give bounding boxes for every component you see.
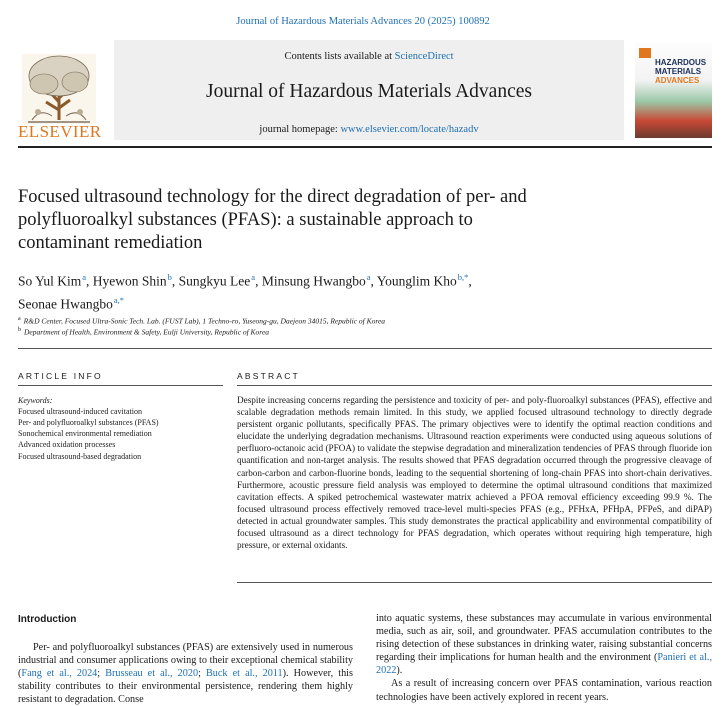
cover-title-line3: ADVANCES	[655, 76, 700, 85]
keyword-item: Sonochemical environmental remediation	[18, 429, 152, 438]
journal-cover-thumbnail[interactable]	[635, 42, 712, 138]
author-list	[18, 268, 618, 313]
cover-logo-mark	[639, 48, 651, 58]
journal-title: Journal of Hazardous Materials Advances	[206, 81, 532, 102]
author-affil-mark[interactable]: a	[82, 272, 87, 282]
affiliation-b	[18, 327, 658, 337]
masthead-box	[114, 40, 624, 140]
citation-separator: ;	[198, 668, 206, 680]
affiliation-mark: a	[18, 316, 21, 322]
citation-separator: ;	[97, 668, 106, 680]
cover-title-line2: MATERIALS	[655, 67, 702, 76]
affiliation-mark: b	[18, 327, 21, 333]
body-column-right	[376, 612, 712, 704]
homepage-prefix: journal homepage:	[259, 124, 341, 135]
journal-masthead	[18, 40, 712, 142]
author[interactable]: Hyewon Shin	[92, 273, 167, 289]
keywords-label: Keywords:	[18, 396, 53, 405]
citation-link[interactable]: Buck et al., 2011	[206, 668, 283, 680]
author-separator: ,	[468, 273, 472, 289]
cover-title-line1: HAZARDOUS	[655, 58, 707, 67]
citation-link[interactable]: Brusseau et al., 2020	[105, 668, 199, 680]
article-title-line1: Focused ultrasound technology for the direct degradation of per- and	[18, 187, 527, 207]
author-separator: ,	[255, 273, 262, 289]
intro-paragraph: As a result of increasing concern over PFAS contamination, various reaction technologies have been actively explored in recent years.	[376, 678, 712, 703]
intro-text: Per- and polyfluoroalkyl substances (PFAS) are extensively used in numerous industrial and consumer applications owing to their exceptional chemical stability (	[18, 642, 353, 680]
abstract-heading: ABSTRACT	[237, 371, 300, 381]
article-title-line3: contaminant remediation	[18, 233, 203, 253]
article-title	[18, 186, 638, 255]
publisher-name: ELSEVIER	[18, 122, 102, 141]
author[interactable]: Minsung Hwangbo	[261, 273, 366, 289]
keyword-item: Focused ultrasound-based degradation	[18, 452, 142, 461]
article-info-heading: ARTICLE INFO	[18, 371, 103, 381]
intro-paragraph	[376, 612, 712, 677]
author-affil-mark[interactable]: b,*	[457, 272, 469, 282]
author[interactable]: Seonae Hwangbo	[18, 296, 113, 311]
author-affil-mark[interactable]: a,*	[113, 294, 125, 305]
masthead-divider	[18, 146, 712, 148]
intro-text: ).	[396, 665, 403, 677]
journal-homepage-link[interactable]: www.elsevier.com/locate/hazadv	[340, 124, 479, 135]
keyword-item: Per- and polyfluoroalkyl substances (PFAS)	[18, 418, 159, 427]
author-affil-mark[interactable]: b	[167, 272, 172, 282]
keyword-item: Advanced oxidation processes	[18, 440, 116, 449]
abstract-rule	[237, 385, 712, 386]
citation-link[interactable]: Fang et al., 2024	[21, 668, 98, 680]
abstract-end-rule	[237, 582, 712, 583]
intro-text: ). However, this stability contributes to their environmental persistence, rendering them highly resistant to degradation. Conse	[18, 668, 353, 706]
author[interactable]: Sungkyu Lee	[178, 273, 251, 289]
body-column-left	[18, 641, 353, 706]
author[interactable]: Younglim Kho	[376, 273, 457, 289]
author-separator: ,	[171, 273, 179, 289]
author-line1	[18, 268, 618, 291]
keyword-item: Focused ultrasound-induced cavitation	[18, 407, 142, 416]
author[interactable]: So Yul Kim	[18, 273, 82, 289]
author-affil-mark[interactable]: a	[251, 272, 256, 282]
introduction-heading: Introduction	[18, 614, 77, 625]
contents-prefix: Contents lists available at	[284, 51, 395, 62]
intro-paragraph	[18, 641, 353, 706]
header-divider	[18, 348, 712, 349]
article-title-line2: polyfluoroalkyl substances (PFAS): a sustainable approach to	[18, 210, 473, 230]
author-affil-mark[interactable]: a	[366, 272, 371, 282]
author-line2	[18, 291, 618, 314]
journal-citation-link[interactable]: Journal of Hazardous Materials Advances 20 (2025) 100892	[236, 16, 490, 27]
affiliation-a	[18, 316, 658, 326]
homepage-line	[114, 124, 624, 135]
abstract-text: Despite increasing concerns regarding the persistence and toxicity of per- and poly-fluoroalkyl substances (PFAS), effective and scalable degradation methods remain limited. In this study, we applied focused ultrasound technology to directly degrade persistent organic pollutants, specifically PFAS. The primary objectives were to identify the optimal reaction conditions and elucidate the underlying degradation mechanisms. Ultrasound reaction experiments were conducted using aqueous solutions of perfluoro-octanoic acid (PFOA) to validate the stepwise degradation and mineralization tendencies of PFAS through fluoride ion quantification and non-target analysis. The results showed that PFAS degradation occurred through the progressive cleavage of carbon-carbon and carbon-fluorine bonds, leading to the sequential shortening of long-chain PFAS into short-chain derivatives. Furthermore, acoustic pressure field analysis was employed to determine the optimal ultrasound conditions that maximized cavitation effects. A spiked petrochemical wastewater matrix achieved a PFOA removal efficiency exceeding 99.9 %. The focused ultrasound process effectively removed trace-level multi-species PFAS (e.g., PFHxA, PFHpA, PFPeS, and diPAP) detected in actual groundwater samples. This study demonstrates the practical applicability and environmental compatibility of focused ultrasound as a direct technology for PFAS degradation, which operates without requiring high temperature, high pressure, or external oxidants.	[237, 395, 712, 551]
author-separator: ,	[370, 273, 377, 289]
sciencedirect-link[interactable]: ScienceDirect	[394, 51, 454, 62]
intro-text: into aquatic systems, these substances may accumulate in various environmental media, such as air, soil, and groundwater. PFAS accumulation contributes to the rising detection of these substances in drinking water, raising substantial concerns regarding their implications for human health and the environment (	[376, 613, 712, 664]
affiliation-text: R&D Center, Focused Ultra-Sonic Tech. Lab. (FUST Lab), 1 Techno-ro, Yuseong-gu, Daejeon 34015, Republic of Korea	[23, 316, 386, 326]
contents-line	[114, 51, 624, 62]
affiliation-text: Department of Health, Environment & Safety, Eulji University, Republic of Korea	[24, 327, 270, 337]
author-separator: ,	[86, 273, 93, 289]
citation-link[interactable]: Panieri et al., 2022	[376, 652, 712, 677]
article-info-rule	[18, 385, 223, 386]
